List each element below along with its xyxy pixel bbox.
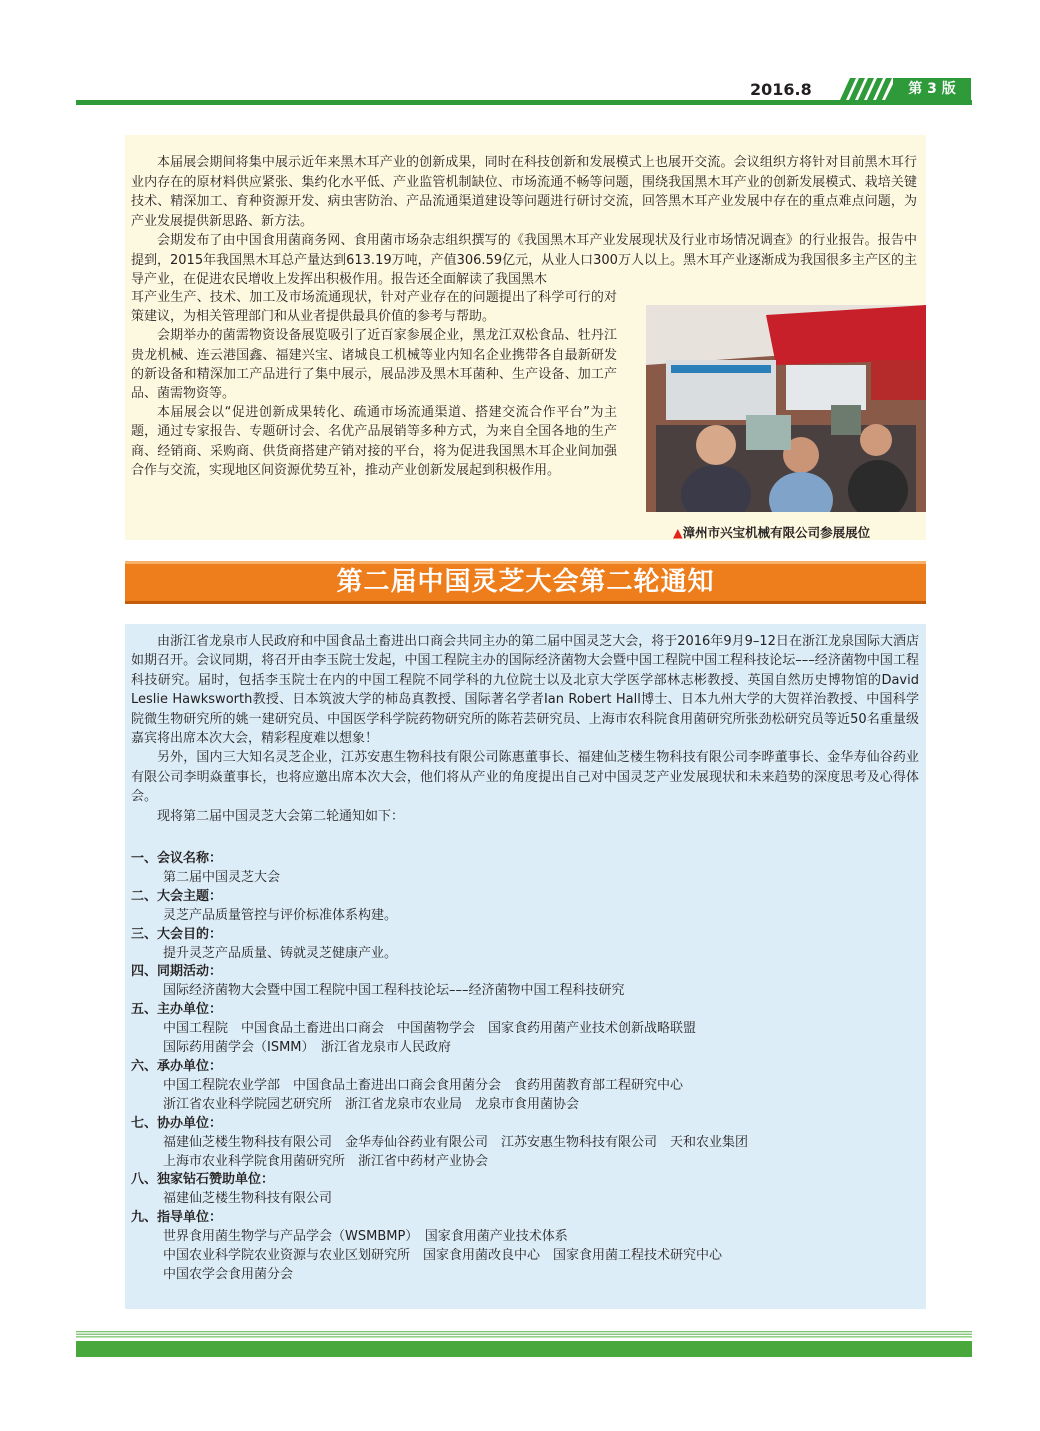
item-value: 中国工程院农业学部 中国食品土畜进出口商会食用菌分会 食药用菌教育部工程研究中心 (163, 1077, 684, 1093)
item-heading: 八、独家钻石赞助单位： (131, 1172, 275, 1188)
item-value: 世界食用菌生物学与产品学会（WSMBMP） 国家食用菌产业技术体系 (163, 1229, 568, 1245)
item-heading: 七、协办单位： (131, 1115, 223, 1131)
item-heading: 九、指导单位： (131, 1210, 223, 1226)
item-heading: 三、大会目的： (131, 926, 223, 942)
item-heading: 六、承办单位： (131, 1058, 223, 1074)
paragraph: 本届展会期间将集中展示近年来黑木耳产业的创新成果，同时在科技创新和发展模式上也展开交流。会议组织方将针对目前黑木耳行业内存在的原材料供应紧张、集约化水平低、产业监管机制缺位、市场流通不畅等问题，围绕我国黑木耳产业的创新发展模式、栽培关键技术、精深加工、育种资源开发、病虫害防治、产品流通渠道建设等问题进行研讨交流，回答黑木耳产业发展中存在的重点难点问题，为产业发展提供新思路、新方法。 (131, 155, 917, 229)
notice-title: 第二届中国灵芝大会第二轮通知 (336, 567, 715, 597)
item-value: 福建仙芝楼生物科技有限公司 (163, 1191, 333, 1207)
item-value: 国际药用菌学会（ISMM） 浙江省龙泉市人民政府 (163, 1040, 452, 1056)
item-heading: 二、大会主题： (131, 888, 223, 904)
paragraph: 现将第二届中国灵芝大会第二轮通知如下： (157, 808, 405, 824)
edition-badge: 第 3 版 (893, 78, 971, 100)
item-value: 浙江省农业科学院园艺研究所 浙江省龙泉市农业局 龙泉市食用菌协会 (163, 1096, 580, 1112)
paragraph: 会期举办的菌需物资设备展览吸引了近百家参展企业，黑龙江双松食品、牡丹江贵龙机械、连云港国鑫、福建兴宝、诸城良工机械等业内知名企业携带各自最新研发的新设备和精深加工产品进行了集中展示，展品涉及黑木耳菌种、生产设备、加工产品、菌需物资等。 (131, 328, 617, 402)
photo-illustration (646, 305, 926, 512)
paragraph: 另外，国内三大知名灵芝企业，江苏安惠生物科技有限公司陈惠董事长、福建仙芝楼生物科技有限公司李晔董事长、金华寿仙谷药业有限公司李明焱董事长，也将应邀出席本次大会，他们将从产业的角度提出自己对中国灵芝产业发展现状和未来趋势的深度思考及心得体会。 (131, 750, 919, 805)
notice-intro (131, 632, 919, 826)
item-value: 上海市农业科学院食用菌研究所 浙江省中药材产业协会 (163, 1153, 489, 1169)
item-heading: 四、同期活动： (131, 964, 223, 980)
expo-article (125, 135, 926, 540)
item-heading: 五、主办单位： (131, 1002, 223, 1018)
photo-caption (673, 523, 923, 541)
footer-bar (76, 1341, 972, 1357)
expo-article-text-full (131, 153, 917, 290)
item-value: 提升灵芝产品质量、铸就灵芝健康产业。 (163, 945, 398, 961)
lingzhi-conference-notice (125, 624, 926, 1309)
item-heading: 一、会议名称： (131, 851, 223, 866)
item-value: 中国工程院 中国食品土畜进出口商会 中国菌物学会 国家食药用菌产业技术创新战略联盟 (163, 1021, 697, 1037)
header-stripes-decoration (832, 78, 894, 100)
notice-title-banner (125, 561, 926, 604)
item-value: 中国农业科学院农业资源与农业区划研究所 国家食用菌改良中心 国家食用菌工程技术研究中心 (163, 1248, 723, 1264)
notice-items (131, 850, 919, 1285)
paragraph: 本届展会以“促进创新成果转化、疏通市场流通渠道、搭建交流合作平台”为主题，通过专家报告、专题研讨会、名优产品展销等多种方式，为来自全国各地的生产商、经销商、采购商、供货商搭建产销对接的平台，将为促进我国黑木耳企业间加强合作与交流，实现地区间资源优势互补，推动产业创新发展起到积极作用。 (131, 405, 617, 478)
header-rule (76, 100, 972, 105)
paragraph: 会期发布了由中国食用菌商务网、食用菌市场杂志组织撰写的《我国黑木耳产业发展现状及行业市场情况调查》的行业报告。报告中提到，2015年我国黑木耳总产量达到613.19万吨，产值306.59亿元，从业人口300万人以上。黑木耳产业逐渐成为我国很多主产区的主导产业，在促进农民增收上发挥出积极作用。报告还全面解读了我国黑木 (131, 233, 917, 287)
exhibition-booth-photo (646, 305, 926, 512)
caption-marker: ▲ (673, 525, 683, 540)
item-value: 国际经济菌物大会暨中国工程院中国工程科技论坛–––经济菌物中国工程科技研究 (163, 983, 625, 999)
caption-text: 漳州市兴宝机械有限公司参展展位 (682, 525, 871, 540)
issue-date: 2016.8 (750, 80, 812, 99)
paragraph: 耳产业生产、技术、加工及市场流通现状，针对产业存在的问题提出了科学可行的对策建议，为相关管理部门和从业者提供最具价值的参考与帮助。 (131, 290, 617, 325)
item-value: 灵芝产品质量管控与评价标准体系构建。 (163, 907, 398, 923)
footer-stripes-decoration (76, 1331, 972, 1339)
paragraph: 由浙江省龙泉市人民政府和中国食品土畜进出口商会共同主办的第二届中国灵芝大会，将于2016年9月9–12日在浙江龙泉国际大酒店如期召开。会议同期，将召开由李玉院士发起，中国工程院主办的国际经济菌物大会暨中国工程院中国工程科技论坛–––经济菌物中国工程科技研究。届时，包括李玉院士在内的中国工程院不同学科的九位院士以及北京大学医学部林志彬教授、英国自然历史博物馆的David Leslie Hawksworth教授、日本筑波大学的柿岛真教授、国际著名学者Ian Robert Hall博士、日本九州大学的大贺祥治教授、中国科学院微生物研究所的姚一建研究员、中国医学科学院药物研究所的陈若芸研究员、上海市农科院食用菌研究所张劲松研究员等近50名重量级嘉宾将出席本次大会，精彩程度难以想象！ (131, 634, 919, 747)
item-value: 中国农学会食用菌分会 (163, 1266, 294, 1282)
expo-article-text-column (131, 288, 617, 480)
item-value: 福建仙芝楼生物科技有限公司 金华寿仙谷药业有限公司 江苏安惠生物科技有限公司 天和农业集团 (163, 1134, 749, 1150)
item-value: 第二届中国灵芝大会 (163, 869, 281, 885)
